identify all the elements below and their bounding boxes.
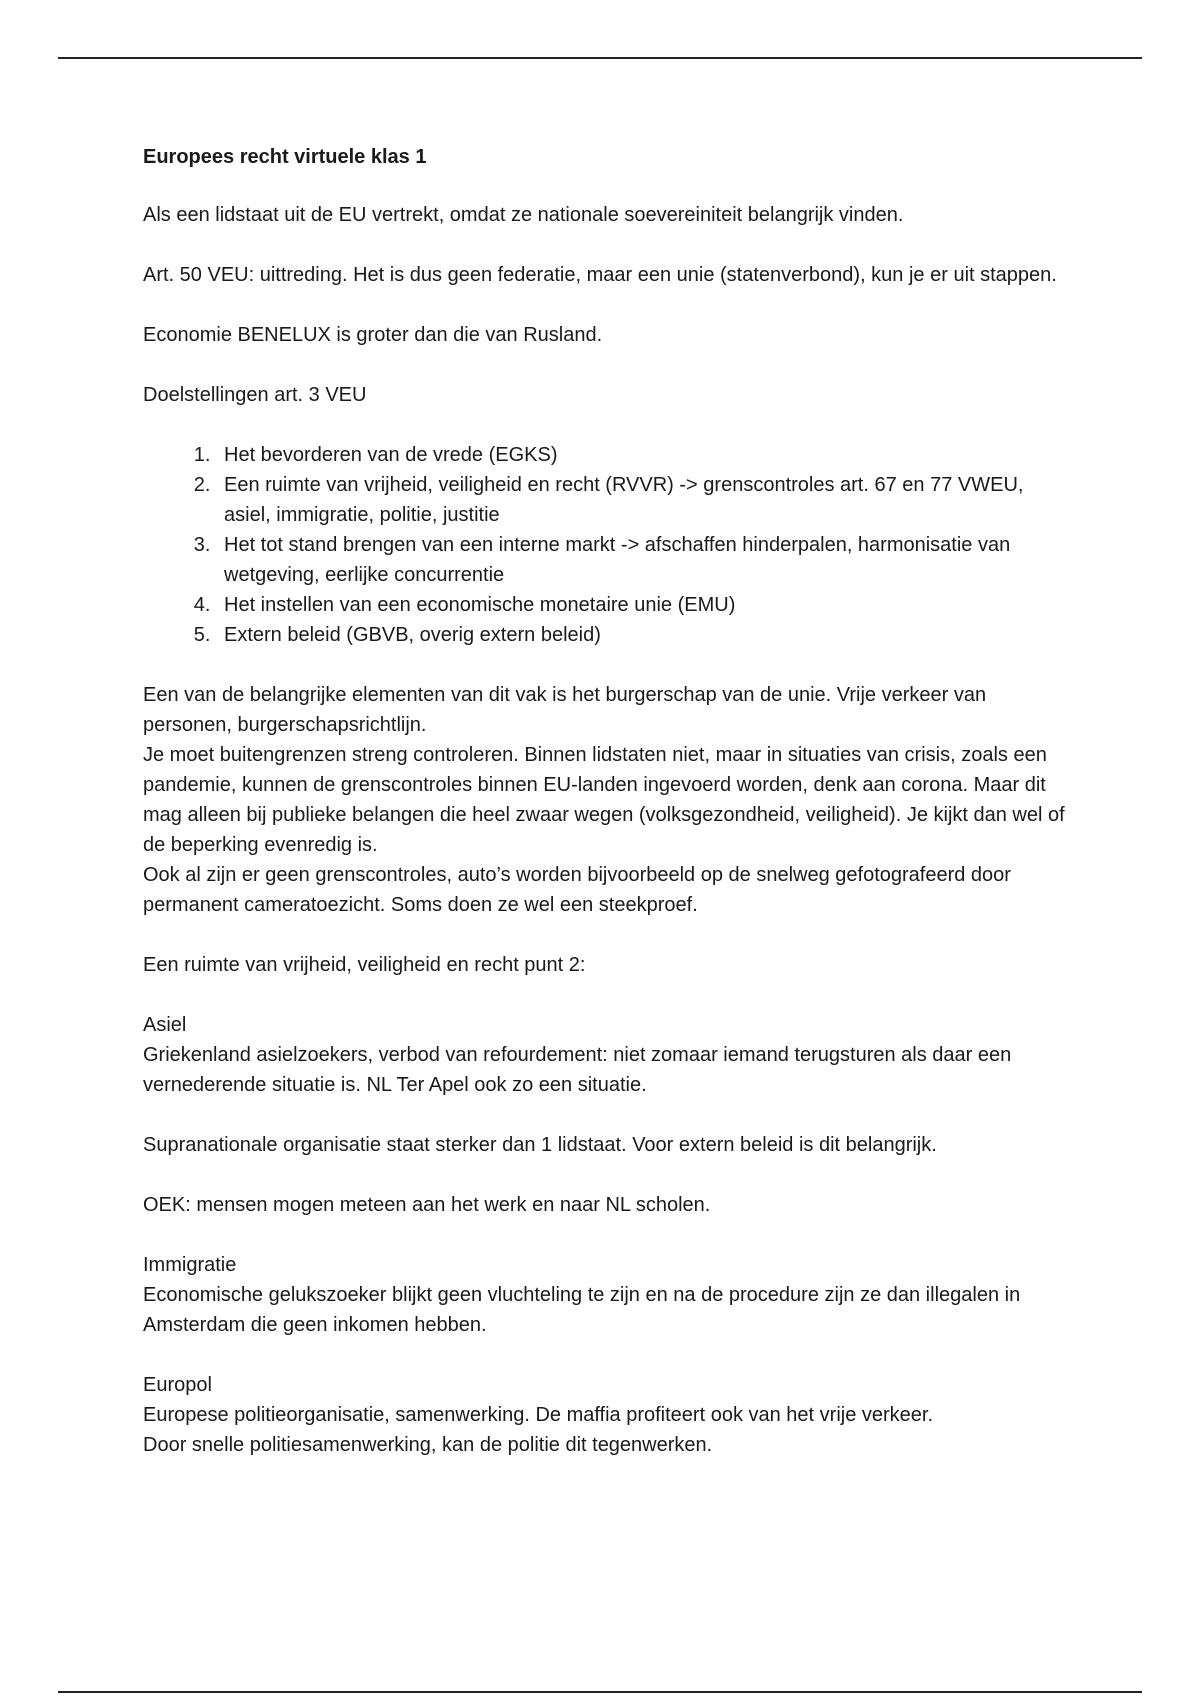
- paragraph-supranationaal: Supranationale organisatie staat sterker dan 1 lidstaat. Voor extern beleid is dit belangrijk.: [143, 1134, 937, 1156]
- paragraph-art-50: Art. 50 VEU: uittreding. Het is dus geen federatie, maar een unie (statenverbond), kun je er uit stappen.: [143, 264, 1057, 286]
- paragraph-europol-2: Door snelle politiesamenwerking, kan de politie dit tegenwerken.: [143, 1434, 713, 1456]
- paragraph-eu-exit: Als een lidstaat uit de EU vertrekt, omdat ze nationale soevereiniteit belangrijk vinden.: [143, 204, 904, 226]
- document-title: Europees recht virtuele klas 1: [143, 146, 427, 168]
- heading-immigratie: Immigratie: [143, 1254, 237, 1276]
- paragraph-cameratoezicht: Ook al zijn er geen grenscontroles, auto’s worden bijvoorbeeld op de snelweg gefotografeerd door permanent cameratoezicht. Soms doen ze wel een steekproef.: [143, 864, 1011, 916]
- footer-rule: [58, 1691, 1142, 1693]
- list-item: 4. Het instellen van een economische monetaire unie (EMU): [216, 590, 1073, 620]
- list-item: 1. Het bevorderen van de vrede (EGKS): [216, 440, 1073, 470]
- paragraph-doelstellingen: Doelstellingen art. 3 VEU: [143, 384, 367, 406]
- paragraph-buitengrenzen: Je moet buitengrenzen streng controleren. Binnen lidstaten niet, maar in situaties van crisis, zoals een pandemie, kunnen de grenscontroles binnen EU-landen ingevoerd worden, denk aan corona. Maar dit mag alleen bij publieke belangen die heel zwaar wegen (volksgezondheid, veiligheid). Je kijkt dan wel of de beperking evenredig is.: [143, 744, 1065, 856]
- list-item: 2. Een ruimte van vrijheid, veiligheid en recht (RVVR) -> grenscontroles art. 67 en 77 VWEU, asiel, immigratie, politie, justitie: [216, 470, 1073, 530]
- header-rule: [58, 57, 1142, 59]
- heading-asiel: Asiel: [143, 1014, 187, 1036]
- paragraph-rvvr-punt-2: Een ruimte van vrijheid, veiligheid en recht punt 2:: [143, 954, 586, 976]
- paragraph-benelux: Economie BENELUX is groter dan die van Rusland.: [143, 324, 603, 346]
- paragraph-immigratie: Economische gelukszoeker blijkt geen vluchteling te zijn en na de procedure zijn ze dan illegalen in Amsterdam die geen inkomen hebben.: [143, 1284, 1021, 1336]
- paragraph-burgerschap: Een van de belangrijke elementen van dit vak is het burgerschap van de unie. Vrije verkeer van personen, burgerschapsrichtlijn.: [143, 684, 987, 736]
- paragraph-oek: OEK: mensen mogen meteen aan het werk en naar NL scholen.: [143, 1194, 711, 1216]
- document-page: [143, 142, 1073, 1490]
- objectives-list: [143, 440, 1073, 650]
- paragraph-europol-1: Europese politieorganisatie, samenwerking. De maffia profiteert ook van het vrije verkeer.: [143, 1404, 934, 1426]
- heading-europol: Europol: [143, 1374, 212, 1396]
- list-item: 5. Extern beleid (GBVB, overig extern beleid): [216, 620, 1073, 650]
- paragraph-asiel: Griekenland asielzoekers, verbod van refourdement: niet zomaar iemand terugsturen als daar een vernederende situatie is. NL Ter Apel ook zo een situatie.: [143, 1044, 1012, 1096]
- list-item: 3. Het tot stand brengen van een interne markt -> afschaffen hinderpalen, harmonisatie van wetgeving, eerlijke concurrentie: [216, 530, 1073, 590]
